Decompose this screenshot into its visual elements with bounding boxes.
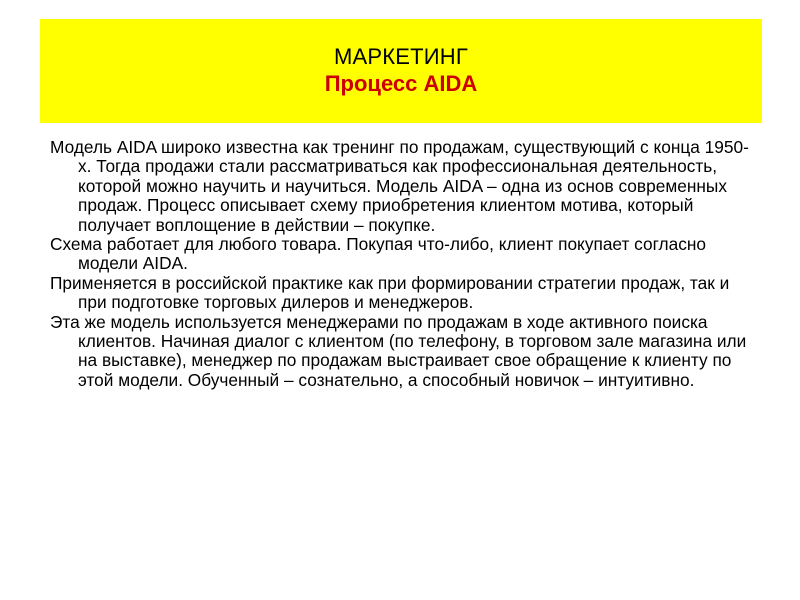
slide-body <box>50 138 762 390</box>
paragraph-aida-intro: Модель AIDA широко известна как тренинг по продажам, существующий с конца 1950-х. Тогда продажи стали рассматриваться как профессиональная деятельность, которой можно научить и научиться. Модель AIDA – одна из основ современных продаж. Процесс описывает схему приобретения клиентом мотива, который получает воплощение в действии – покупке. <box>50 137 749 235</box>
slide-title: МАРКЕТИНГ <box>333 44 468 69</box>
slide-subtitle: Процесс AIDA <box>324 71 478 96</box>
title-band <box>40 19 762 123</box>
paragraph-any-product: Схема работает для любого товара. Покупая что-либо, клиент покупает согласно модели AIDA. <box>50 234 707 274</box>
paragraph-russian-practice: Применяется в российской практике как при формировании стратегии продаж, так и при подготовке торговых дилеров и менеджеров. <box>50 272 730 313</box>
paragraph-sales-managers: Эта же модель используется менеджерами по продажам в ходе активного поиска клиентов. Начиная диалог с клиентом (по телефону, в торговом зале магазина или на выставке), менеджер по продажам выстраивает свое обращение к клиенту по этой модели. Обученный – сознательно, а способный новичок – интуитивно. <box>50 311 747 390</box>
